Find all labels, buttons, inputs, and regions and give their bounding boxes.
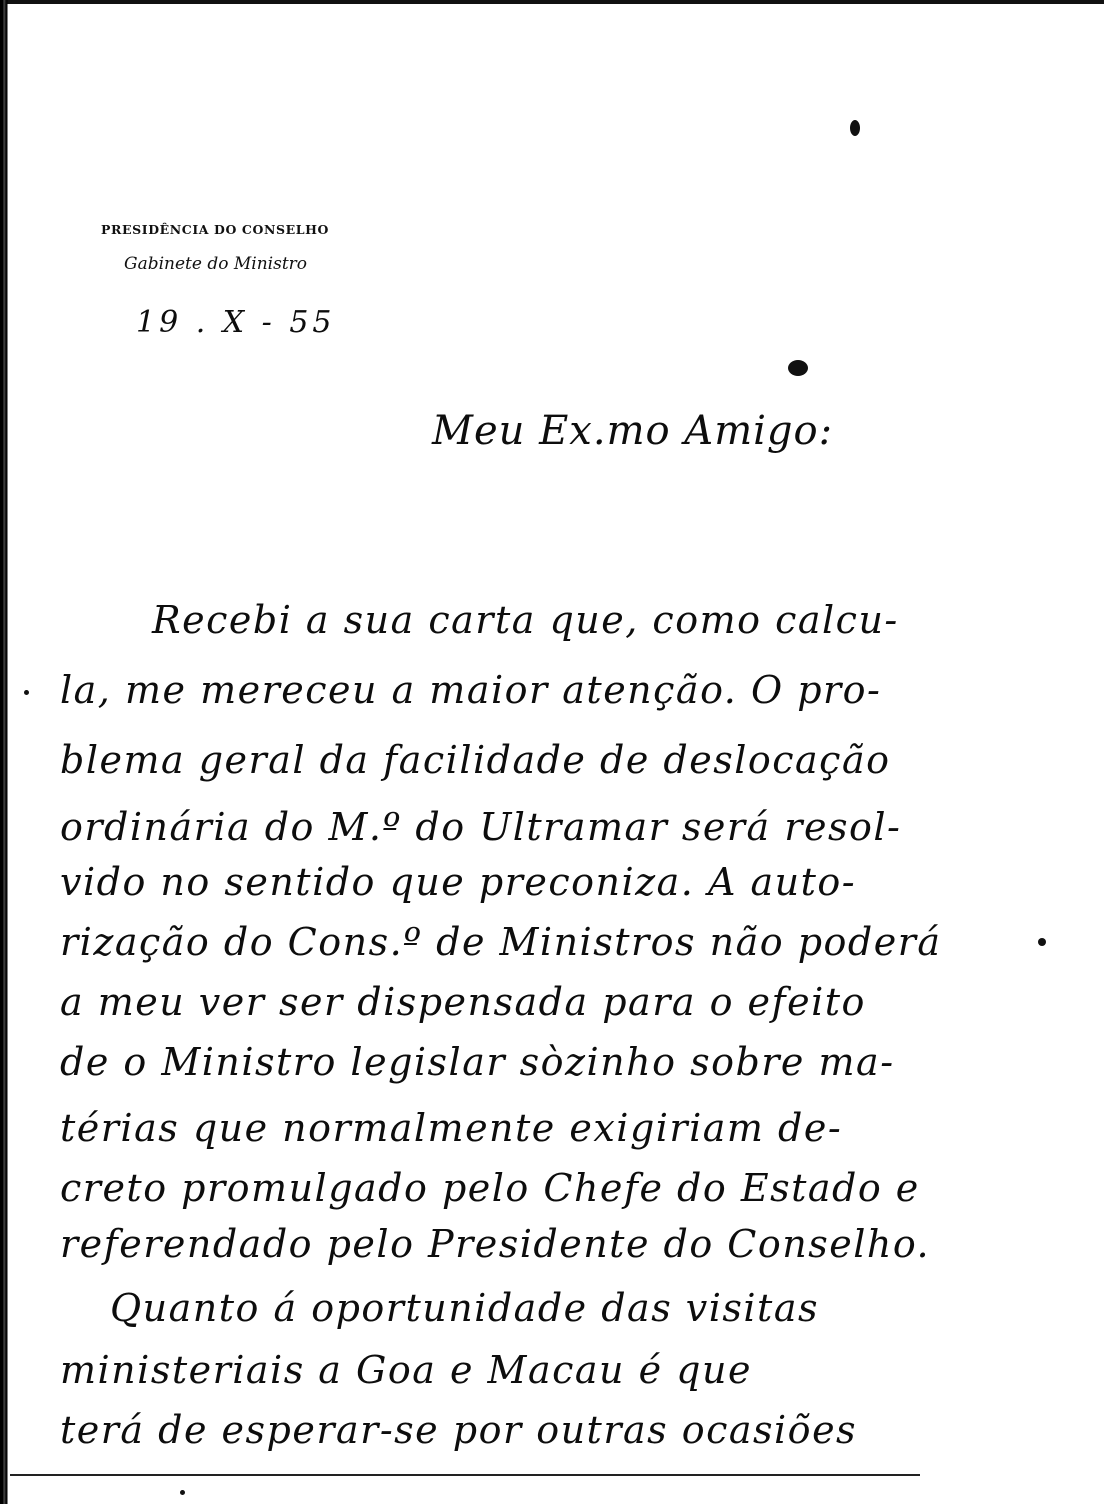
letter-line: la, me mereceu a maior atenção. O pro- — [60, 668, 882, 712]
letter-line: creto promulgado pelo Chefe do Estado e — [60, 1166, 920, 1210]
letter-salutation: Meu Ex.mo Amigo: — [432, 408, 834, 454]
ink-speck — [24, 690, 29, 695]
letter-line: ordinária do M.º do Ultramar será resol- — [60, 805, 902, 849]
letter-line: térias que normalmente exigiriam de- — [60, 1106, 843, 1150]
letter-line: Recebi a sua carta que, como calcu- — [152, 598, 899, 642]
letter-line: de o Ministro legislar sòzinho sobre ma- — [60, 1040, 895, 1084]
letter-line: Quanto á oportunidade das visitas — [110, 1286, 819, 1330]
letter-line: vido no sentido que preconiza. A auto- — [60, 860, 857, 904]
letter-date: 19 . X - 55 — [136, 305, 336, 340]
letter-line: a meu ver ser dispensada para o efeito — [60, 980, 866, 1024]
letterhead-organization: PRESIDÊNCIA DO CONSELHO — [101, 222, 330, 237]
ink-speck — [788, 360, 808, 376]
letter-line: blema geral da facilidade de deslocação — [60, 738, 891, 782]
letterhead-office: Gabinete do Ministro — [124, 254, 308, 274]
ink-speck — [1038, 938, 1046, 946]
scan-edge-top — [0, 0, 1104, 4]
scan-edge-bottom — [10, 1474, 920, 1476]
ink-speck — [850, 120, 860, 136]
letter-line: rização do Cons.º de Ministros não poderá — [60, 920, 942, 964]
letter-line: terá de esperar-se por outras ocasiões — [60, 1408, 858, 1452]
ink-speck — [180, 1490, 185, 1495]
letter-line: ministeriais a Goa e Macau é que — [60, 1348, 752, 1392]
letter-line: referendado pelo Presidente do Conselho. — [60, 1222, 931, 1266]
scan-edge-left — [0, 0, 8, 1504]
